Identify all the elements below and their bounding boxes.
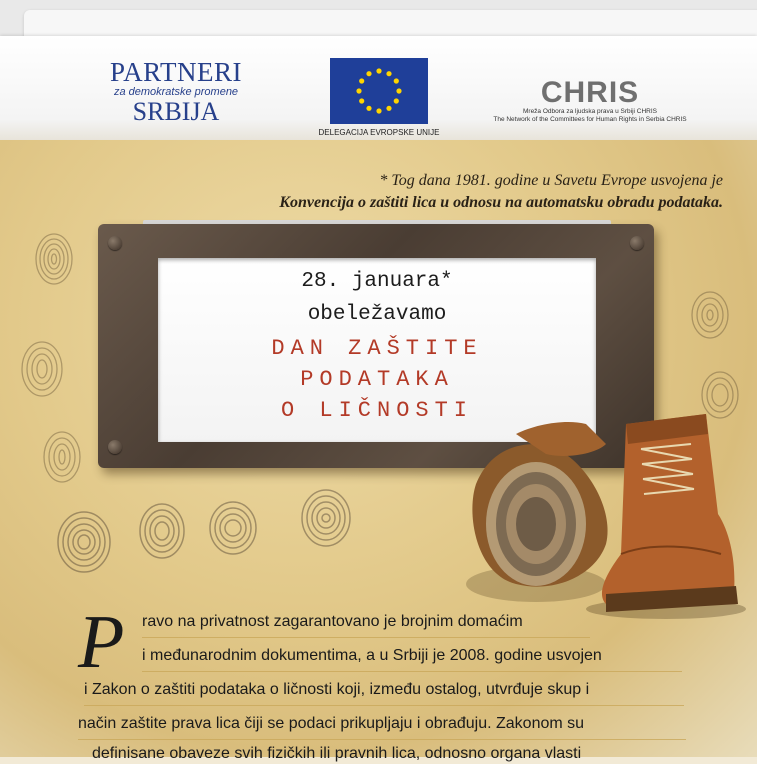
body-line5: definisane obaveze svih fizičkih ili pravnih lica, odnosno organa vlasti [92, 745, 582, 762]
partneri-logo [94, 58, 258, 126]
eu-delegation-label: DELEGACIJA EVROPSKE UNIJE [318, 128, 440, 137]
footnote-line1: * Tog dana 1981. godine u Savetu Evrope usvojena je [379, 172, 723, 189]
chris-logo-line1: Mreža Odbora za ljudska prava u Srbiji CHRIS [522, 108, 658, 115]
body-rule [78, 739, 686, 740]
chris-logo-name: CHRIS [540, 76, 640, 109]
fingerprint-icon [56, 510, 112, 574]
body-line3: i Zakon o zaštiti podataka o ličnosti koji, između ostalog, utvrđuje skup i [84, 681, 590, 698]
body-line2: i međunarodnim dokumentima, a u Srbiji je 2008. godine usvojen [142, 647, 602, 664]
rivet-icon [108, 440, 122, 454]
shoes-illustration [456, 404, 756, 624]
body-rule [142, 637, 590, 638]
plaque-title-line3: O LIČNOSTI [280, 398, 474, 423]
body-line1: ravo na privatnost zagarantovano je brojnim domaćim [142, 613, 523, 630]
fingerprint-icon [42, 430, 82, 484]
rivet-icon [630, 236, 644, 250]
plaque-title-line2: PODATAKA [300, 367, 454, 392]
left-shoe-icon [466, 422, 608, 602]
plaque-title-line1: DAN ZAŠTITE [271, 336, 483, 361]
plaque-verb: obeležavamo [307, 303, 447, 326]
partneri-logo-country: SRBIJA [132, 97, 220, 126]
body-rule [84, 705, 684, 706]
partneri-logo-subtitle: za demokratske promene [113, 86, 239, 98]
fingerprint-icon [208, 500, 258, 556]
footnote-line2: Konvencija o zaštiti lica u odnosu na automatsku obradu podataka. [279, 194, 723, 211]
chris-logo-line2: The Network of the Committees for Human Rights in Serbia CHRIS [493, 116, 687, 123]
fingerprint-icon [34, 232, 74, 286]
partneri-logo-name: PARTNERI [110, 57, 242, 87]
body-dropcap: P [78, 600, 125, 684]
body-line4: način zaštite prava lica čiji se podaci prikupljaju i obrađuju. Zakonom su [78, 715, 585, 732]
right-shoe-icon [586, 414, 746, 619]
fingerprint-icon [138, 502, 186, 560]
fingerprint-icon [690, 290, 730, 340]
plaque-date: 28. januara* [301, 270, 453, 293]
chris-logo [470, 78, 710, 124]
footnote [279, 170, 723, 214]
eu-flag-icon [330, 58, 428, 124]
fingerprint-icon [20, 340, 64, 398]
body-rule [142, 671, 682, 672]
rivet-icon [108, 236, 122, 250]
fingerprint-icon [300, 488, 352, 548]
